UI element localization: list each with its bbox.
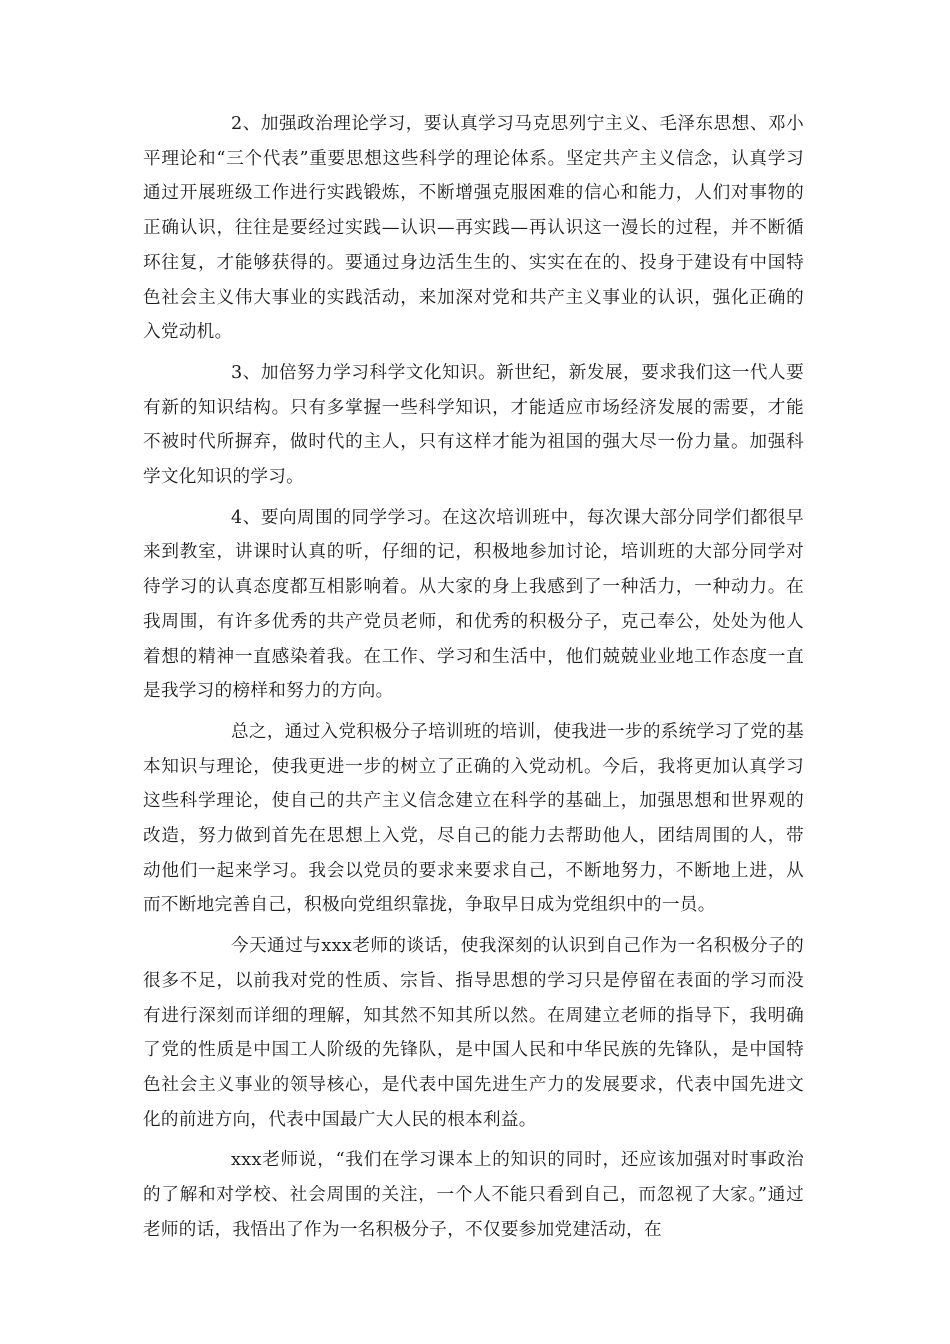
document-body <box>143 107 804 1248</box>
paragraph-political-theory: 2、加强政治理论学习，要认真学习马克思列宁主义、毛泽东思想、邓小平理论和“三个代表”重要思想这些科学的理论体系。坚定共产主义信念，认真学习通过开展班级工作进行实践锻炼，不断增强克服困难的信心和能力，人们对事物的正确认识，往往是要经过实践—认识—再实践—再认识这一漫长的过程，并不断循环往复，才能够获得的。要通过身边活生生的、实实在在的、投身于建设有中国特色社会主义伟大事业的实践活动，来加深对党和共产主义事业的认识，强化正确的入党动机。 <box>143 114 804 343</box>
paragraph-summary: 总之，通过入党积极分子培训班的培训，使我进一步的系统学习了党的基本知识与理论，使我更进一步的树立了正确的入党动机。今后，我将更加认真学习这些科学理论，使自己的共产主义信念建立在科学的基础上，加强思想和世界观的改造，努力做到首先在思想上入党，尽自己的能力去帮助他人，团结周围的人，带动他们一起来学习。我会以党员的要求来要求自己，不断地努力，不断地上进，从而不断地完善自己，积极向党组织靠拢，争取早日成为党组织中的一员。 <box>143 721 804 916</box>
paragraph-science-culture: 3、加倍努力学习科学文化知识。新世纪，新发展，要求我们这一代人要有新的知识结构。只有多掌握一些科学知识，才能适应市场经济发展的需要，才能不被时代所摒弃，做时代的主人，只有这样才能为祖国的强大尽一份力量。加强科学文化知识的学习。 <box>143 362 804 488</box>
paragraph-teacher-quote: xxx老师说，“我们在学习课本上的知识的同时，还应该加强对时事政治的了解和对学校、社会周围的关注，一个人不能只看到自己，而忽视了大家。”通过老师的话，我悟出了作为一名积极分子，不仅要参加党建活动，在 <box>143 1150 804 1240</box>
paragraph-learn-from-classmates: 4、要向周围的同学学习。在这次培训班中，每次课大部分同学们都很早来到教室，讲课时认真的听，仔细的记，积极地参加讨论，培训班的大部分同学对待学习的认真态度都互相影响着。从大家的身上我感到了一种活力，一种动力。在我周围，有许多优秀的共产党员老师，和优秀的积极分子，克己奉公，处处为他人着想的精神一直感染着我。在工作、学习和生活中，他们兢兢业业地工作态度一直是我学习的榜样和努力的方向。 <box>143 507 804 702</box>
paragraph-teacher-talk: 今天通过与xxx老师的谈话，使我深刻的认识到自己作为一名积极分子的很多不足，以前我对党的性质、宗旨、指导思想的学习只是停留在表面的学习而没有进行深刻而详细的理解，知其然不知其所以然。在周建立老师的指导下，我明确了党的性质是中国工人阶级的先锋队，是中国人民和中华民族的先锋队，是中国特色社会主义事业的领导核心，是代表中国先进生产力的发展要求，代表中国先进文化的前进方向，代表中国最广大人民的根本利益。 <box>143 936 804 1130</box>
